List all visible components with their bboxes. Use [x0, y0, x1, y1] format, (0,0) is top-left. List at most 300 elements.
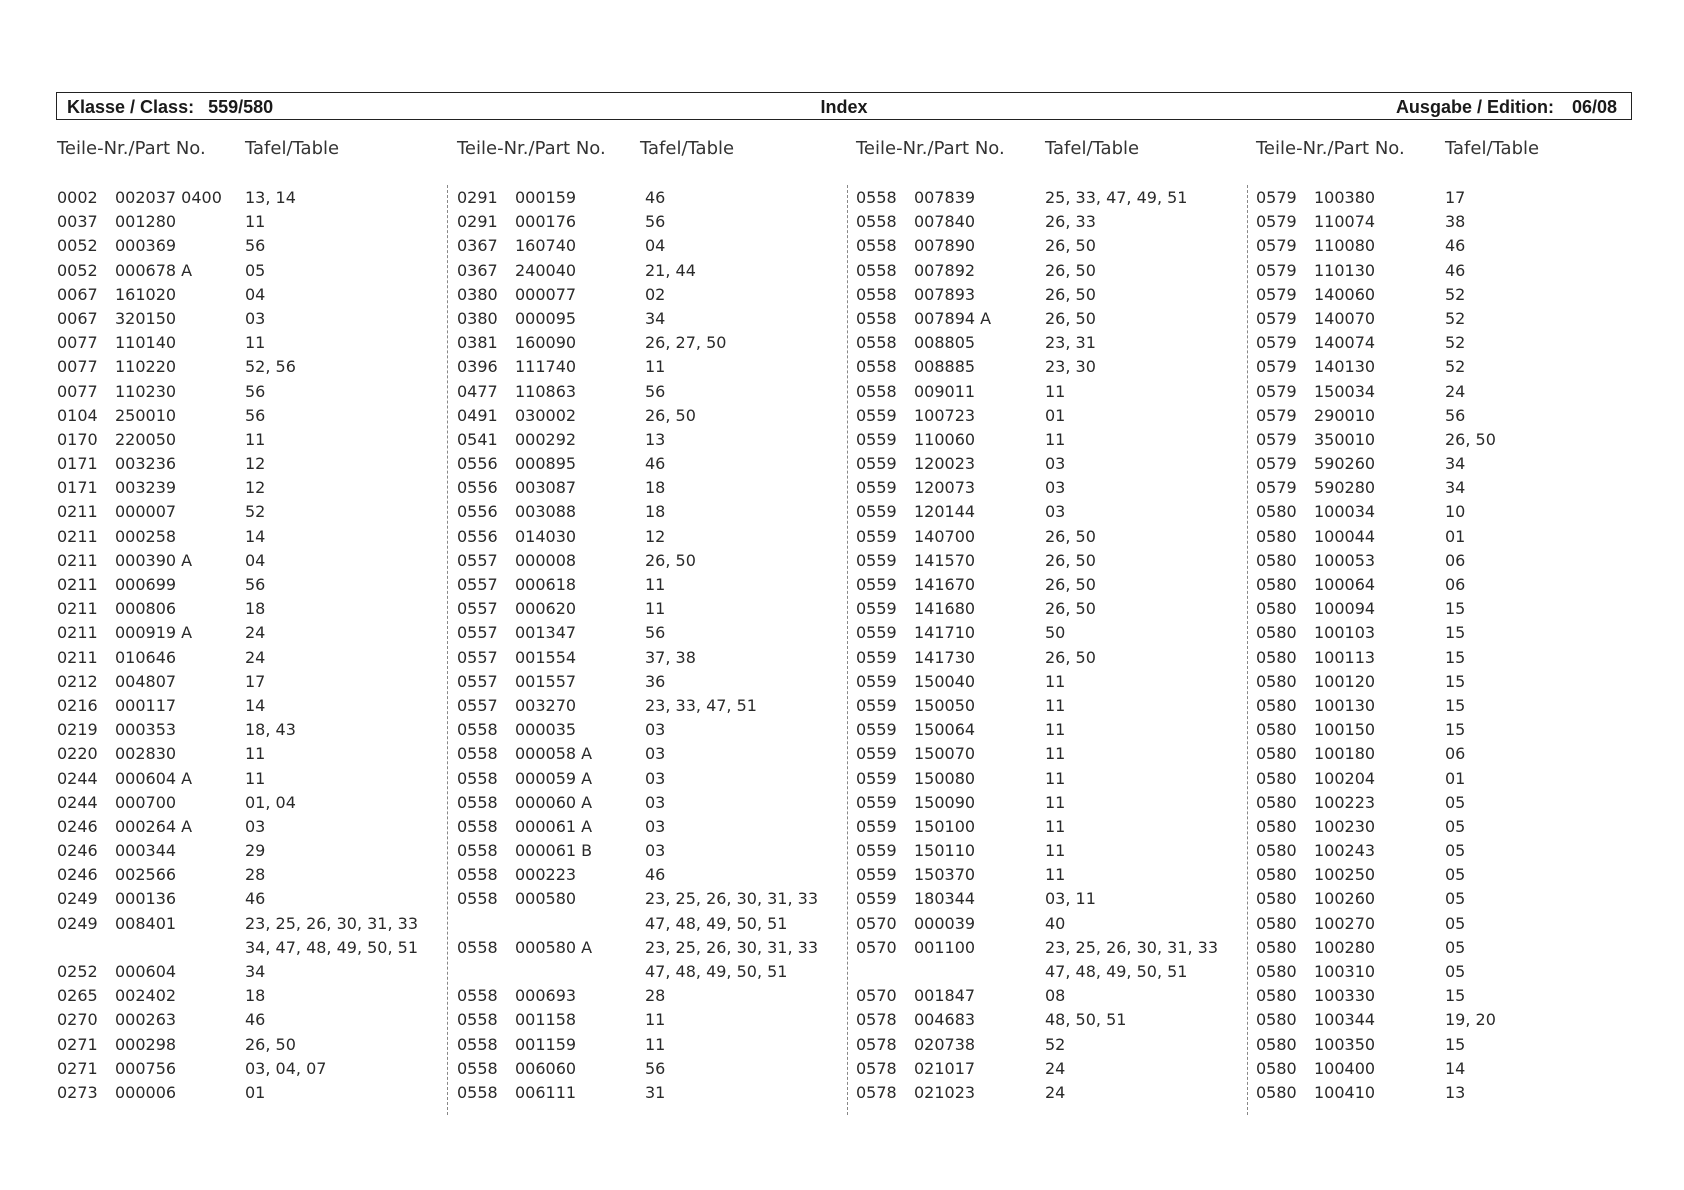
- table-refs: 04: [245, 550, 266, 570]
- part-prefix: 0580: [1256, 1034, 1297, 1054]
- part-prefix: 0270: [57, 1010, 98, 1030]
- part-number: 100410: [1314, 1082, 1376, 1102]
- part-prefix: 0380: [457, 284, 498, 304]
- part-prefix: 0244: [57, 792, 98, 812]
- index-row: [856, 986, 1252, 1010]
- table-refs: 15: [1445, 720, 1466, 740]
- table-refs: 18: [245, 986, 266, 1006]
- part-number: 007890: [914, 236, 976, 256]
- index-row: [57, 430, 453, 454]
- part-prefix: 0557: [457, 623, 498, 643]
- index-column-2: [457, 138, 853, 1118]
- part-number: 000604: [115, 962, 177, 981]
- part-prefix: 0579: [1256, 405, 1297, 425]
- table-refs: 04: [245, 284, 266, 304]
- index-row: [856, 889, 1252, 913]
- table-refs: 03: [645, 720, 666, 740]
- part-prefix: 0558: [457, 720, 498, 740]
- part-number: 001158: [515, 1010, 577, 1030]
- part-prefix: 0558: [856, 188, 897, 207]
- table-refs: 15: [1445, 671, 1466, 691]
- part-number: 000678 A: [115, 260, 193, 280]
- index-row: [856, 696, 1252, 720]
- part-prefix: 0579: [1256, 236, 1297, 256]
- part-prefix: 0559: [856, 454, 897, 474]
- index-row: [1256, 1083, 1652, 1107]
- table-refs: 02: [645, 284, 666, 304]
- column-header: [57, 138, 453, 162]
- index-row: [57, 551, 453, 575]
- part-number: 000223: [515, 865, 577, 885]
- table-refs: 52: [1445, 333, 1466, 353]
- index-row: [57, 623, 453, 647]
- part-number: 003270: [515, 695, 577, 715]
- part-prefix: 0381: [457, 333, 498, 353]
- part-number: 002037 0400: [115, 188, 222, 207]
- index-row: [457, 696, 853, 720]
- index-row: [57, 212, 453, 236]
- part-prefix: 0559: [856, 478, 897, 498]
- part-number: 000058 A: [515, 744, 593, 764]
- table-refs: 11: [245, 333, 266, 353]
- part-prefix: 0559: [856, 865, 897, 885]
- table-refs: 26, 50: [645, 550, 696, 570]
- table-refs: 24: [1045, 1082, 1066, 1102]
- table-refs: 26, 50: [1045, 284, 1096, 304]
- index-row: [57, 865, 453, 889]
- table-refs: 56: [645, 381, 666, 401]
- index-row: [1256, 865, 1652, 889]
- part-number: 000006: [115, 1082, 177, 1102]
- part-prefix: 0580: [1256, 792, 1297, 812]
- part-number: 140130: [1314, 357, 1376, 377]
- part-prefix: 0246: [57, 816, 98, 836]
- part-number: 100180: [1314, 744, 1376, 764]
- part-prefix: 0077: [57, 357, 98, 377]
- part-prefix: 0580: [1256, 865, 1297, 885]
- table-refs: 03: [645, 816, 666, 836]
- table-refs: 04: [645, 236, 666, 256]
- index-row: [457, 672, 853, 696]
- part-prefix: 0580: [1256, 744, 1297, 764]
- index-row: [1256, 502, 1652, 526]
- part-number: 000390 A: [115, 550, 193, 570]
- part-number: 000580 A: [515, 937, 593, 957]
- part-number: 100103: [1314, 623, 1376, 643]
- part-prefix: 0380: [457, 308, 498, 328]
- part-number: 100094: [1314, 599, 1376, 619]
- index-row: [57, 382, 453, 406]
- table-refs: 34: [1445, 454, 1466, 474]
- part-prefix: 0367: [457, 260, 498, 280]
- table-refs: 34: [1445, 478, 1466, 498]
- part-prefix: 0557: [457, 575, 498, 594]
- edition-label: Ausgabe / Edition:: [1395, 97, 1554, 117]
- table-refs: 11: [245, 744, 266, 764]
- table-refs: 52: [1445, 284, 1466, 304]
- index-row: [57, 672, 453, 696]
- index-row: [1256, 769, 1652, 793]
- part-prefix: 0559: [856, 599, 897, 619]
- part-prefix: 0558: [856, 260, 897, 280]
- part-number: 100034: [1314, 502, 1376, 522]
- table-refs: 05: [1445, 913, 1466, 933]
- table-refs: 11: [1045, 792, 1066, 812]
- part-number: 110863: [515, 381, 577, 401]
- index-row: [1256, 527, 1652, 551]
- index-row: [1256, 430, 1652, 454]
- table-refs: 28: [245, 865, 266, 885]
- part-number: 100130: [1314, 695, 1376, 715]
- part-prefix: 0252: [57, 962, 98, 981]
- part-prefix: 0559: [856, 889, 897, 909]
- part-prefix: 0556: [457, 526, 498, 546]
- index-row: [457, 236, 853, 260]
- part-number: 003087: [515, 478, 577, 498]
- index-row: [57, 527, 453, 551]
- part-prefix: 0559: [856, 671, 897, 691]
- part-prefix: 0558: [457, 792, 498, 812]
- part-prefix: 0211: [57, 526, 98, 546]
- part-number: 000008: [515, 550, 577, 570]
- part-number: 140700: [914, 526, 976, 546]
- table-refs: 46: [645, 188, 666, 207]
- part-number: 100330: [1314, 986, 1376, 1006]
- part-number: 141710: [914, 623, 976, 643]
- part-prefix: 0559: [856, 768, 897, 788]
- part-number: 014030: [515, 526, 577, 546]
- table-refs: 03, 04, 07: [245, 1058, 327, 1078]
- index-row: [856, 236, 1252, 260]
- index-row: [1256, 309, 1652, 333]
- table-refs: 47, 48, 49, 50, 51: [645, 913, 788, 933]
- index-row: [856, 720, 1252, 744]
- index-row: [457, 1059, 853, 1083]
- table-refs: 12: [245, 454, 266, 474]
- index-row: [856, 914, 1252, 938]
- table-refs: 29: [245, 841, 266, 861]
- part-number: 000095: [515, 308, 577, 328]
- index-row: [1256, 938, 1652, 962]
- part-prefix: 0558: [457, 1034, 498, 1054]
- part-prefix: 0559: [856, 720, 897, 740]
- part-prefix: 0580: [1256, 1058, 1297, 1078]
- part-prefix: 0558: [457, 986, 498, 1006]
- part-number: 001347: [515, 623, 577, 643]
- table-refs: 03: [645, 792, 666, 812]
- table-refs: 03: [1045, 478, 1066, 498]
- index-row: [457, 648, 853, 672]
- table-refs: 15: [1445, 623, 1466, 643]
- part-prefix: 0396: [457, 357, 498, 377]
- part-number: 110230: [115, 381, 177, 401]
- part-number: 150040: [914, 671, 976, 691]
- part-number: 000136: [115, 889, 177, 909]
- part-prefix: 0249: [57, 889, 98, 909]
- index-row: [57, 1035, 453, 1059]
- part-prefix: 0558: [457, 744, 498, 764]
- part-number: 007892: [914, 260, 976, 280]
- table-refs: 05: [1445, 937, 1466, 957]
- part-prefix: 0558: [856, 212, 897, 232]
- index-rows: [457, 188, 853, 1107]
- part-prefix: 0212: [57, 671, 98, 691]
- table-refs: 56: [245, 575, 266, 594]
- part-no-header: Teile-Nr./Part No.: [1256, 138, 1405, 159]
- table-refs: 11: [245, 429, 266, 449]
- part-prefix: 0558: [457, 816, 498, 836]
- table-refs: 05: [1445, 889, 1466, 909]
- table-refs: 03: [245, 816, 266, 836]
- table-refs: 56: [245, 236, 266, 256]
- part-prefix: 0246: [57, 841, 98, 861]
- edition-value: 06/08: [1571, 97, 1617, 117]
- table-refs: 03: [245, 308, 266, 328]
- part-number: 030002: [515, 405, 577, 425]
- index-row: [57, 599, 453, 623]
- part-number: 003088: [515, 502, 577, 522]
- part-prefix: 0580: [1256, 502, 1297, 522]
- part-number: 000700: [115, 792, 177, 812]
- part-number: 110220: [115, 357, 177, 377]
- index-row: [457, 599, 853, 623]
- table-refs: 11: [1045, 744, 1066, 764]
- part-prefix: 0077: [57, 381, 98, 401]
- index-row: [457, 382, 853, 406]
- part-prefix: 0580: [1256, 623, 1297, 643]
- index-row: [57, 236, 453, 260]
- part-number: 100230: [1314, 816, 1376, 836]
- part-prefix: 0273: [57, 1082, 98, 1102]
- table-refs: 11: [1045, 381, 1066, 401]
- part-number: 120073: [914, 478, 976, 498]
- index-row: [457, 720, 853, 744]
- index-rows: [57, 188, 453, 1107]
- index-row: [57, 333, 453, 357]
- part-prefix: 0559: [856, 647, 897, 667]
- part-number: 141680: [914, 599, 976, 619]
- part-number: 000353: [115, 720, 177, 740]
- index-row: [457, 333, 853, 357]
- table-refs: 14: [245, 695, 266, 715]
- part-number: 000007: [115, 502, 177, 522]
- table-refs: 23, 25, 26, 30, 31, 33: [645, 937, 819, 957]
- part-prefix: 0579: [1256, 188, 1297, 207]
- table-refs: 11: [645, 599, 666, 619]
- part-prefix: 0557: [457, 647, 498, 667]
- table-refs: 52, 56: [245, 357, 296, 377]
- part-number: 000061 A: [515, 816, 593, 836]
- table-refs: 11: [245, 768, 266, 788]
- index-row: [856, 1083, 1252, 1107]
- part-number: 110074: [1314, 212, 1376, 232]
- table-refs: 11: [645, 575, 666, 594]
- table-refs: 24: [1045, 1058, 1066, 1078]
- index-row: [1256, 333, 1652, 357]
- index-column-3: [856, 138, 1252, 1118]
- part-number: 008401: [115, 913, 177, 933]
- part-number: 000059 A: [515, 768, 593, 788]
- part-prefix: 0570: [856, 986, 897, 1006]
- part-number: 021017: [914, 1058, 976, 1078]
- part-prefix: 0002: [57, 188, 98, 207]
- index-row: [457, 623, 853, 647]
- part-prefix: 0367: [457, 236, 498, 256]
- part-number: 100723: [914, 405, 976, 425]
- table-refs: 26, 50: [1445, 429, 1496, 449]
- part-prefix: 0578: [856, 1058, 897, 1078]
- index-row: [1256, 357, 1652, 381]
- part-prefix: 0559: [856, 792, 897, 812]
- part-number: 000035: [515, 720, 577, 740]
- part-number: 150090: [914, 792, 976, 812]
- index-row: [57, 841, 453, 865]
- index-row: [1256, 889, 1652, 913]
- part-prefix: 0244: [57, 768, 98, 788]
- table-refs: 26, 50: [1045, 550, 1096, 570]
- index-row: [457, 986, 853, 1010]
- table-refs: 10: [1445, 502, 1466, 522]
- part-number: 100310: [1314, 962, 1376, 981]
- part-number: 111740: [515, 357, 577, 377]
- table-refs: 11: [645, 357, 666, 377]
- part-prefix: 0052: [57, 260, 98, 280]
- table-header: Tafel/Table: [640, 138, 735, 159]
- table-refs: 14: [1445, 1058, 1466, 1078]
- table-refs: 05: [1445, 865, 1466, 885]
- index-row: [856, 188, 1252, 212]
- part-prefix: 0579: [1256, 212, 1297, 232]
- part-number: 000263: [115, 1010, 177, 1030]
- table-refs: 18: [645, 502, 666, 522]
- index-row: [457, 769, 853, 793]
- part-number: 160740: [515, 236, 577, 256]
- table-header: Tafel/Table: [245, 138, 340, 159]
- index-rows: [856, 188, 1252, 1107]
- part-number: 000693: [515, 986, 577, 1006]
- part-number: 590260: [1314, 454, 1376, 474]
- part-prefix: 0067: [57, 284, 98, 304]
- index-row: [1256, 575, 1652, 599]
- index-row: [1256, 454, 1652, 478]
- index-row: [1256, 236, 1652, 260]
- part-prefix: 0578: [856, 1034, 897, 1054]
- table-refs: 01: [1445, 526, 1466, 546]
- part-number: 141730: [914, 647, 976, 667]
- part-number: 000919 A: [115, 623, 193, 643]
- index-row: [856, 1035, 1252, 1059]
- part-prefix: 0556: [457, 478, 498, 498]
- table-refs: 01: [1445, 768, 1466, 788]
- table-refs: 03: [1045, 502, 1066, 522]
- index-row: [457, 188, 853, 212]
- part-number: 100280: [1314, 937, 1376, 957]
- table-header: Tafel/Table: [1445, 138, 1540, 159]
- index-row: [1256, 406, 1652, 430]
- table-refs: 23, 31: [1045, 333, 1096, 353]
- part-number: 001159: [515, 1034, 577, 1054]
- part-number: 002402: [115, 986, 177, 1006]
- index-row: [856, 623, 1252, 647]
- index-row: [457, 1035, 853, 1059]
- index-row: [57, 817, 453, 841]
- table-refs: 11: [245, 212, 266, 232]
- part-prefix: 0557: [457, 671, 498, 691]
- table-refs: 13: [1445, 1082, 1466, 1102]
- part-prefix: 0580: [1256, 575, 1297, 594]
- part-prefix: 0271: [57, 1034, 98, 1054]
- part-number: 020738: [914, 1034, 976, 1054]
- table-refs: 13: [645, 429, 666, 449]
- part-number: 290010: [1314, 405, 1376, 425]
- table-refs: 47, 48, 49, 50, 51: [1045, 962, 1188, 981]
- part-prefix: 0558: [457, 841, 498, 861]
- table-refs: 25, 33, 47, 49, 51: [1045, 188, 1188, 207]
- index-row: [57, 986, 453, 1010]
- index-row: [57, 1083, 453, 1107]
- part-prefix: 0558: [457, 937, 498, 957]
- index-row: [57, 188, 453, 212]
- table-refs: 46: [645, 865, 666, 885]
- table-refs: 38: [1445, 212, 1466, 232]
- index-row: [457, 744, 853, 768]
- part-number: 002566: [115, 865, 177, 885]
- part-number: 000060 A: [515, 792, 593, 812]
- index-row: [1256, 744, 1652, 768]
- table-refs: 15: [1445, 695, 1466, 715]
- table-refs: 34: [245, 962, 266, 981]
- table-refs: 03: [645, 768, 666, 788]
- table-refs: 18, 43: [245, 720, 296, 740]
- index-row: [1256, 986, 1652, 1010]
- index-rows: [1256, 188, 1652, 1107]
- part-prefix: 0580: [1256, 986, 1297, 1006]
- part-number: 001557: [515, 671, 577, 691]
- table-refs: 26, 50: [1045, 526, 1096, 546]
- table-refs: 17: [1445, 188, 1466, 207]
- table-refs: 14: [245, 526, 266, 546]
- index-row: [1256, 261, 1652, 285]
- index-row: [457, 357, 853, 381]
- column-divider: [847, 185, 848, 1115]
- table-refs: 23, 33, 47, 51: [645, 695, 757, 715]
- part-number: 100113: [1314, 647, 1376, 667]
- table-refs: 52: [1445, 357, 1466, 377]
- table-refs: 24: [245, 647, 266, 667]
- table-refs: 26, 50: [245, 1034, 296, 1054]
- index-row: [856, 938, 1252, 962]
- table-refs: 05: [1445, 962, 1466, 981]
- index-row: [1256, 696, 1652, 720]
- index-row: [57, 720, 453, 744]
- table-refs: 05: [1445, 841, 1466, 861]
- index-row: [57, 696, 453, 720]
- part-prefix: 0558: [856, 357, 897, 377]
- part-prefix: 0104: [57, 405, 98, 425]
- index-row: [856, 502, 1252, 526]
- part-number: 000580: [515, 889, 577, 909]
- index-row: [856, 865, 1252, 889]
- class-value: 559/580: [208, 97, 274, 117]
- part-number: 150064: [914, 720, 976, 740]
- table-refs: 23, 25, 26, 30, 31, 33: [645, 889, 819, 909]
- part-number: 010646: [115, 647, 177, 667]
- part-prefix: 0291: [457, 188, 498, 207]
- part-number: 100204: [1314, 768, 1376, 788]
- part-number: 150100: [914, 816, 976, 836]
- table-refs: 15: [1445, 986, 1466, 1006]
- part-number: 250010: [115, 405, 177, 425]
